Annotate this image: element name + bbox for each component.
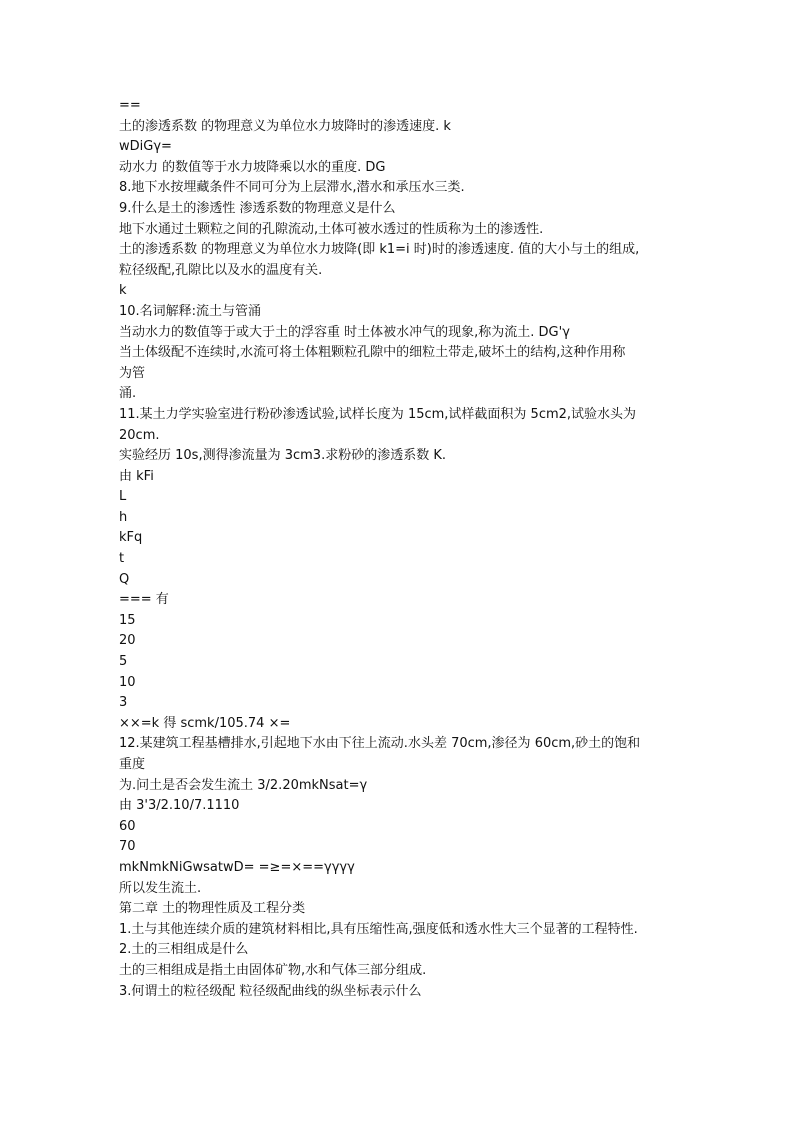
text-line: 8.地下水按埋藏条件不同可分为上层滞水,潜水和承压水三类. xyxy=(119,180,465,196)
text-line: 粒径级配,孔隙比以及水的温度有关. xyxy=(119,262,323,278)
formula-line: 60 xyxy=(119,818,136,834)
formula-line: kFq xyxy=(119,530,143,546)
question-heading: 11.某土力学实验室进行粉砂渗透试验,试样长度为 15cm,试样截面积为 5cm2,试验水头为 xyxy=(119,406,637,422)
formula-line: ××=k 得 scmk/105.74 ×= xyxy=(119,715,291,731)
formula-line: === 有 xyxy=(119,592,169,608)
text-line: 地下水通过土颗粒之间的孔隙流动,土体可被水透过的性质称为土的渗透性. xyxy=(119,221,544,237)
text-line: 1.土与其他连续介质的建筑材料相比,具有压缩性高,强度低和透水性大三个显著的工程特性. xyxy=(119,921,638,937)
text-line: 20cm. xyxy=(119,427,160,443)
text-line: 当动水力的数值等于或大于土的浮容重 时土体被水冲气的现象,称为流土. DG'γ xyxy=(119,324,570,340)
formula-line: 由 3'3/2.10/7.1110 xyxy=(119,798,240,814)
text-line: 所以发生流土. xyxy=(119,880,202,896)
formula-line: 10 xyxy=(119,674,136,690)
formula-line: 20 xyxy=(119,633,136,649)
question-heading: 12.某建筑工程基槽排水,引起地下水由下往上流动.水头差 70cm,渗径为 60cm,砂土的饱和 xyxy=(119,736,641,752)
text-line: 土的三相组成是指土由固体矿物,水和气体三部分组成. xyxy=(119,962,427,978)
formula-line: t xyxy=(119,551,125,567)
formula-line: h xyxy=(119,509,128,525)
question-heading: 10.名词解释:流土与管涌 xyxy=(119,303,262,319)
formula-line: mkNmkNiGwsatwD= =≥=×==γγγγ xyxy=(119,859,355,875)
text-line: 动水力 的数值等于水力坡降乘以水的重度. DG xyxy=(119,159,386,175)
text-line: 为管 xyxy=(119,365,146,381)
formula-line: 5 xyxy=(119,654,128,670)
question-heading: 2.土的三相组成是什么 xyxy=(119,942,249,958)
formula-line: 由 kFi xyxy=(119,468,154,484)
text-line: 土的渗透系数 的物理意义为单位水力坡降时的渗透速度. k xyxy=(119,118,451,134)
question-heading: 3.何谓土的粒径级配 粒径级配曲线的纵坐标表示什么 xyxy=(119,983,422,999)
formula-line: Q xyxy=(119,571,130,587)
text-line: k xyxy=(119,283,127,299)
text-line: 为.问土是否会发生流土 3/2.20mkNsat=γ xyxy=(119,777,368,793)
formula-line: 15 xyxy=(119,612,136,628)
formula-line: 70 xyxy=(119,839,136,855)
text-line: 实验经历 10s,测得渗流量为 3cm3.求粉砂的渗透系数 K. xyxy=(119,448,446,464)
formula-line: 3 xyxy=(119,695,128,711)
question-heading: 9.什么是土的渗透性 渗透系数的物理意义是什么 xyxy=(119,200,396,216)
document-page xyxy=(119,96,679,1002)
text-line: wDiGγ= xyxy=(119,139,172,155)
chapter-heading: 第二章 土的物理性质及工程分类 xyxy=(119,901,306,917)
text-line: 土的渗透系数 的物理意义为单位水力坡降(即 k1=i 时)时的渗透速度. 值的大小与土的组成, xyxy=(119,242,640,258)
text-line: 当土体级配不连续时,水流可将土体粗颗粒孔隙中的细粒土带走,破坏土的结构,这种作用称 xyxy=(119,345,626,361)
text-line: 涌. xyxy=(119,386,137,402)
text-line: 重度 xyxy=(119,757,146,772)
formula-line: L xyxy=(119,489,127,505)
text-line: == xyxy=(119,98,141,113)
